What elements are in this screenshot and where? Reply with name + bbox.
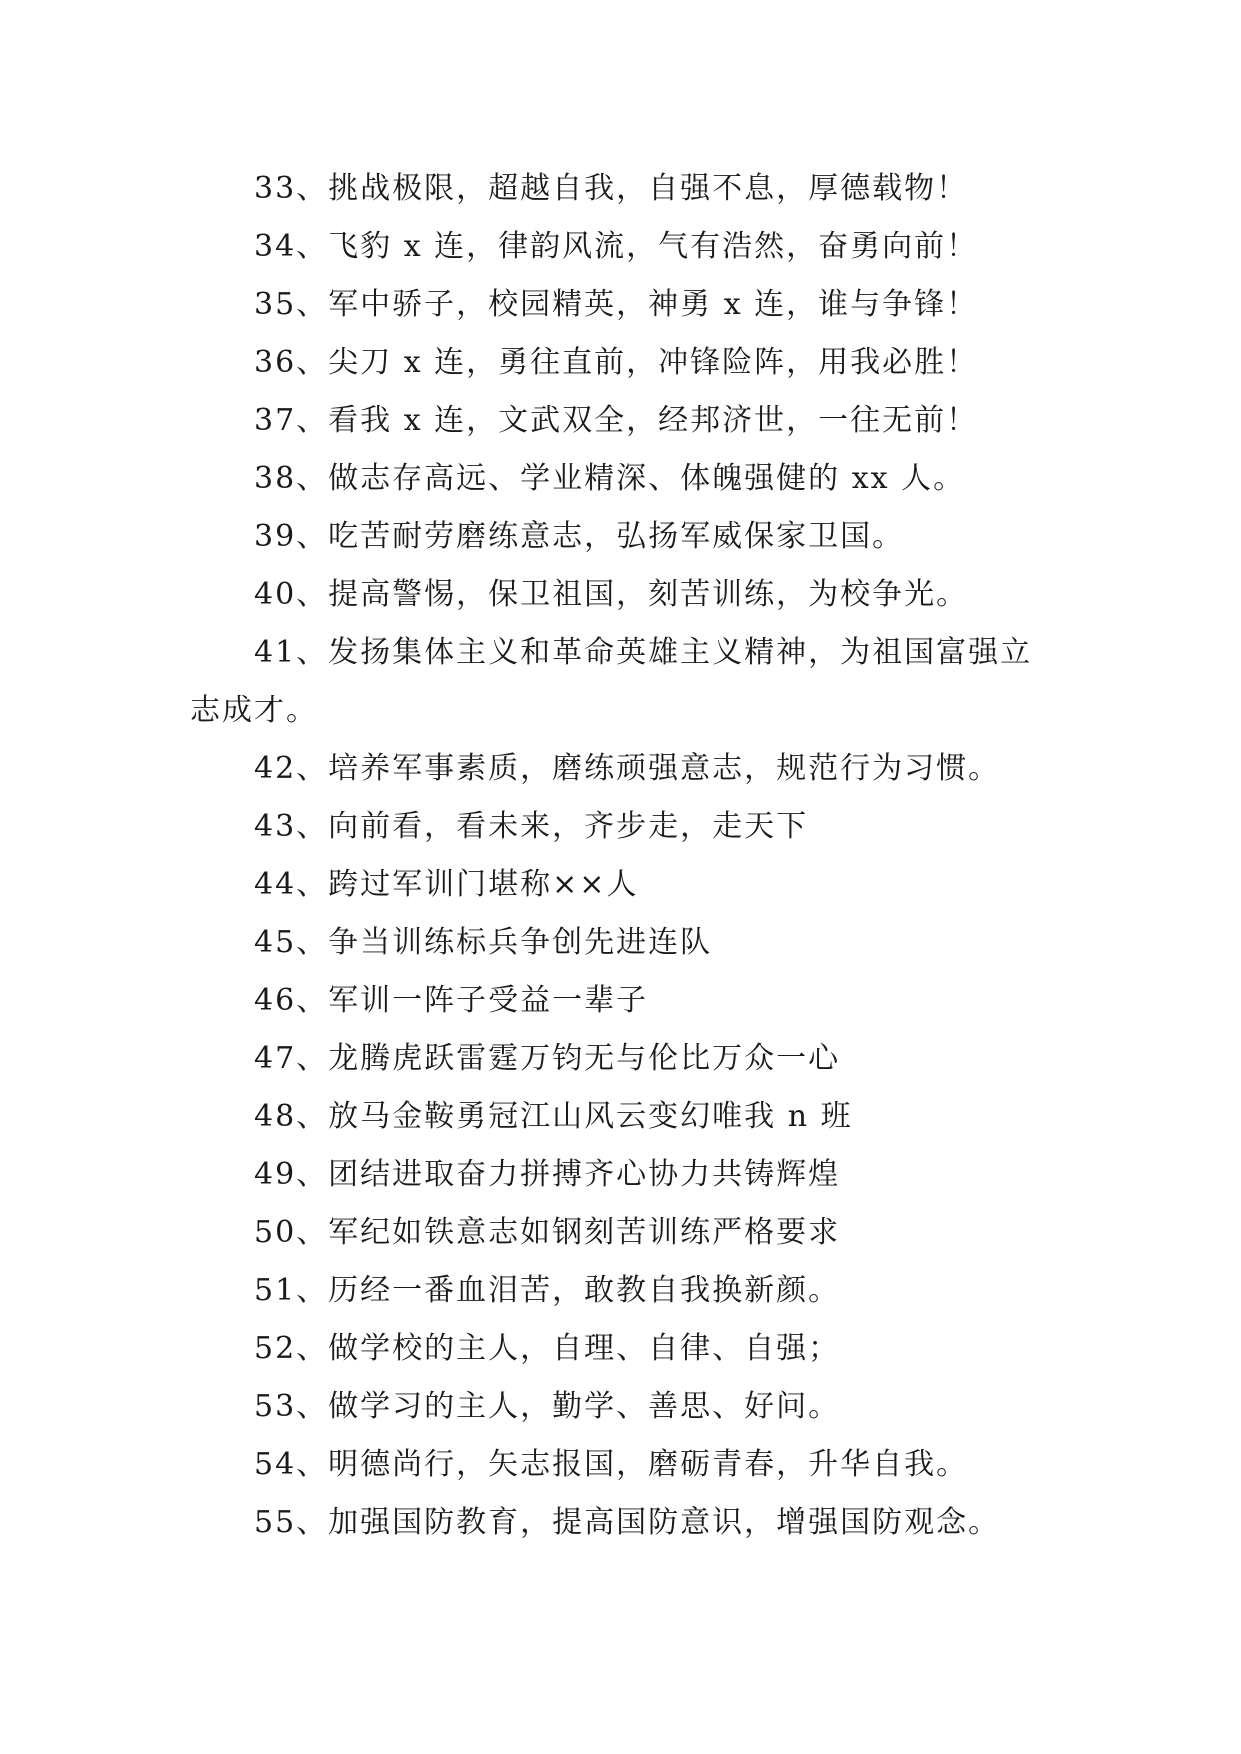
slogan-line: 45、争当训练标兵争创先进连队 [254,925,713,960]
slogan-line: 52、做学校的主人，自理、自律、自强； [254,1331,841,1366]
slogan-line: 36、尖刀 x 连，勇往直前，冲锋险阵，用我必胜！ [254,345,979,380]
slogan-line: 47、龙腾虎跃雷霆万钧无与伦比万众一心 [254,1041,841,1076]
slogan-line: 39、吃苦耐劳磨练意志，弘扬军威保家卫国。 [254,519,905,554]
slogan-line: 34、飞豹 x 连，律韵风流，气有浩然，奋勇向前！ [254,229,979,264]
slogan-line: 40、提高警惕，保卫祖国，刻苦训练，为校争光。 [254,577,969,612]
slogan-line: 55、加强国防教育，提高国防意识，增强国防观念。 [254,1505,1001,1540]
slogan-line: 46、军训一阵子受益一辈子 [254,983,649,1018]
slogan-line: 33、挑战极限，超越自我，自强不息，厚德载物！ [254,171,969,206]
slogan-line: 38、做志存高远、学业精深、体魄强健的 xx 人。 [254,461,966,496]
slogan-line: 35、军中骄子，校园精英，神勇 x 连，谁与争锋！ [254,287,979,322]
slogan-line: 54、明德尚行，矢志报国，磨砺青春，升华自我。 [254,1447,969,1482]
slogan-line: 42、培养军事素质，磨练顽强意志，规范行为习惯。 [254,751,1001,786]
slogan-line: 51、历经一番血泪苦，敢教自我换新颜。 [254,1273,841,1308]
slogan-line: 49、团结进取奋力拼搏齐心协力共铸辉煌 [254,1157,841,1192]
slogan-line: 37、看我 x 连，文武双全，经邦济世，一往无前！ [254,403,979,438]
slogan-line: 48、放马金鞍勇冠江山风云变幻唯我 n 班 [254,1099,853,1134]
slogan-line: 50、军纪如铁意志如钢刻苦训练严格要求 [254,1215,841,1250]
slogan-line: 53、做学习的主人，勤学、善思、好问。 [254,1389,841,1424]
slogan-line: 43、向前看，看未来，齐步走，走天下 [254,809,809,844]
slogan-list [190,160,1060,1552]
slogan-line-continuation: 志成才。 [190,693,318,728]
slogan-line: 41、发扬集体主义和革命英雄主义精神，为祖国富强立 [254,635,1033,670]
slogan-line: 44、跨过军训门堪称××人 [254,867,639,902]
